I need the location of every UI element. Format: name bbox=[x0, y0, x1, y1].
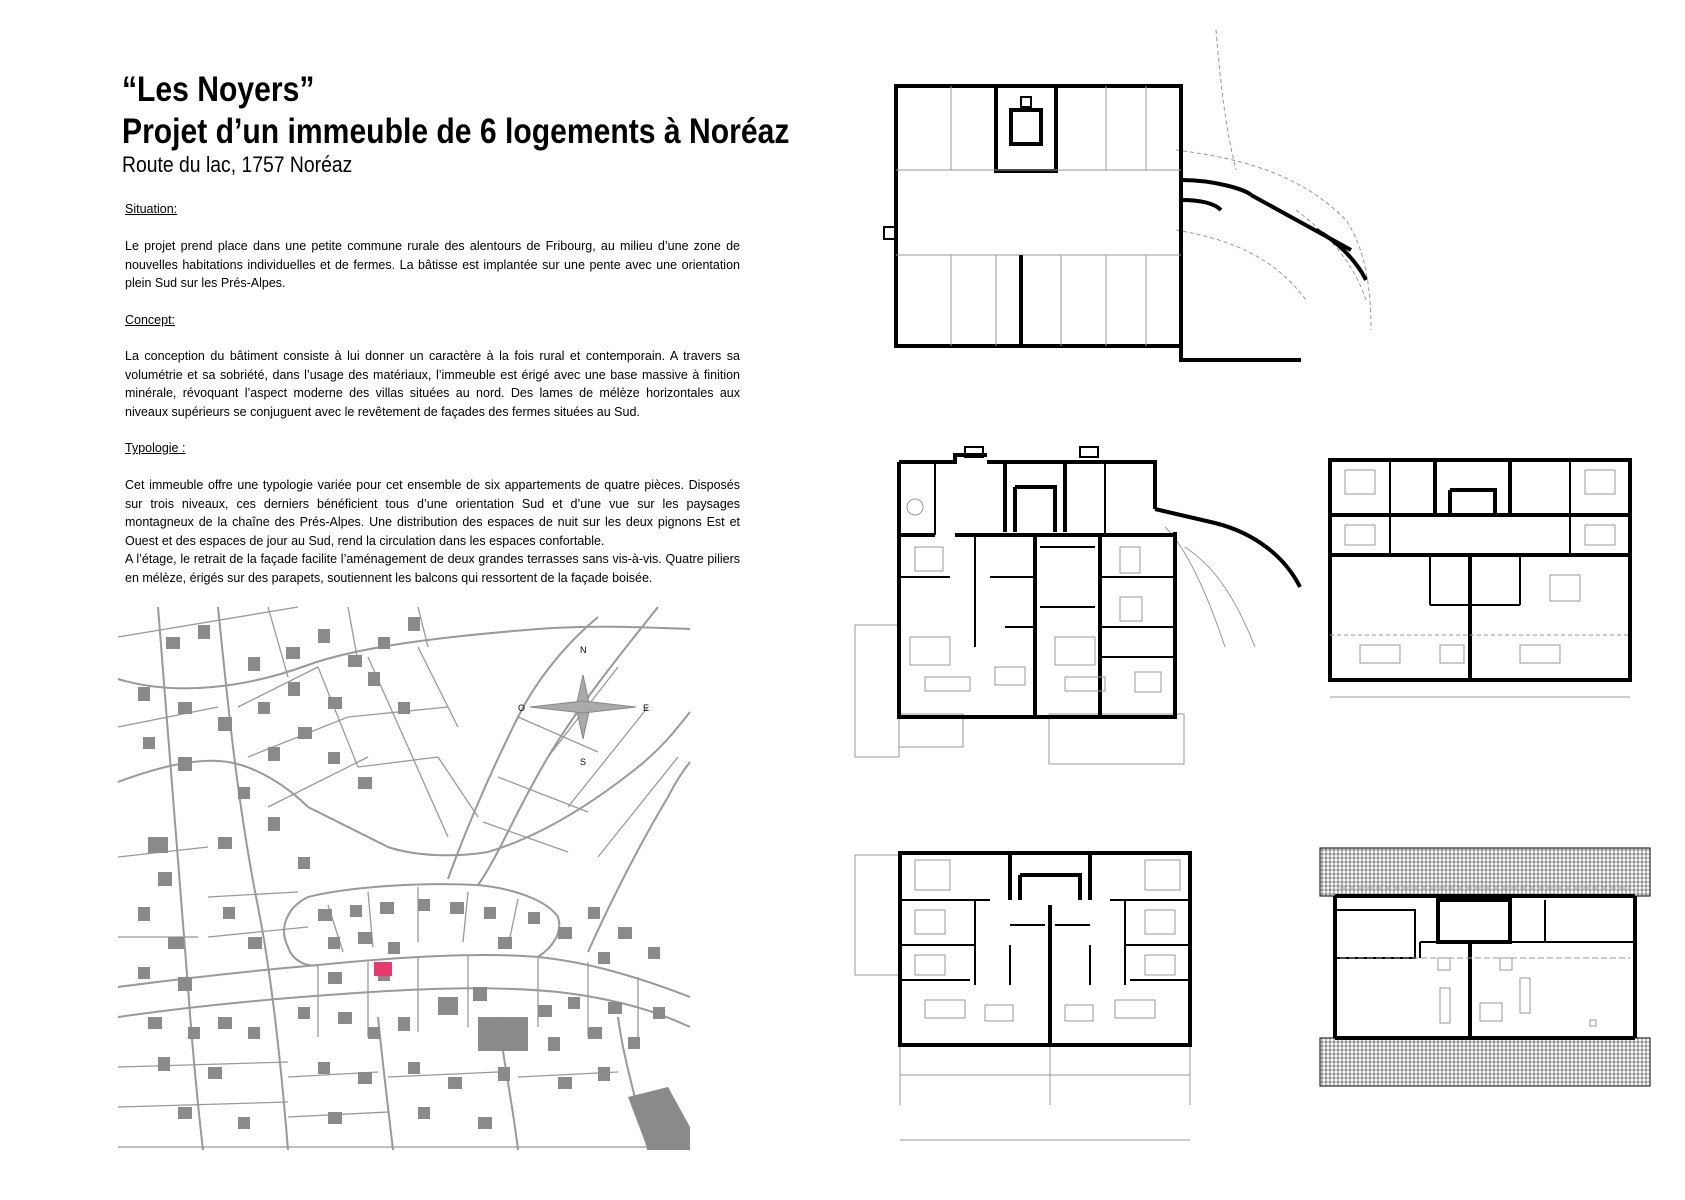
concept-paragraph: La conception du bâtiment consiste à lui donner un caractère à la fois rural et contemporain. A travers sa volumétrie et sa sobriété, dans l’usage des matériaux, l’immeuble est érigé avec une base massive à finition minérale, révoquant l’aspect moderne des villas situées au nord. Des lames de mélèze horizontales aux niveaux supérieurs se conjuguent avec le revêtement de façades des fermes situées au Sud. bbox=[125, 349, 740, 419]
typologie-text bbox=[125, 476, 740, 587]
situation-paragraph: Le projet prend place dans une petite commune rurale des alentours de Fribourg, au milieu d’une zone de nouvelles habitations individuelles et de fermes. La bâtisse est implantée sur une pente avec une orientation plein Sud sur les Prés-Alpes. bbox=[125, 239, 740, 290]
plan-attic bbox=[1320, 848, 1650, 1088]
plan-upper-floor bbox=[1320, 455, 1640, 715]
typologie-heading: Typologie : bbox=[125, 441, 186, 455]
concept-text bbox=[125, 347, 740, 421]
title-line-1: “Les Noyers” bbox=[122, 70, 315, 109]
typologie-paragraph-2: A l’étage, le retrait de la façade facilite l’aménagement de deux grandes terrasses sans vis-à-vis. Quatre piliers en mélèze, érigés sur des parapets, soutiennent les balcons qui ressortent de la façade boisée. bbox=[125, 552, 740, 585]
situation-heading: Situation: bbox=[125, 202, 178, 216]
compass-s-label: S bbox=[580, 757, 587, 767]
plan-ground-floor bbox=[855, 447, 1315, 782]
title-line-2: Projet d’un immeuble de 6 logements à Noréaz bbox=[122, 112, 790, 151]
compass-o-label: O bbox=[518, 703, 526, 713]
compass-n-label: N bbox=[580, 645, 587, 655]
project-site-marker bbox=[374, 962, 392, 976]
typologie-paragraph-1: Cet immeuble offre une typologie variée pour cet ensemble de six appartements de quatre pièces. Disposés sur trois niveaux, ces derniers bénéficient tous d’une orientation Sud et d’une vue sur les paysages montagneux de la chaîne des Prés-Alpes. Une distribution des espaces de nuit sur les deux pignons Est et Ouest et des espaces de jour au Sud, rend la circulation dans les espaces confortable. bbox=[125, 478, 740, 548]
site-map bbox=[118, 607, 690, 1150]
plan-basement bbox=[876, 30, 1381, 375]
plan-first-floor bbox=[855, 845, 1195, 1145]
compass-rose bbox=[518, 645, 649, 767]
concept-heading: Concept: bbox=[125, 313, 176, 327]
subtitle: Route du lac, 1757 Noréaz bbox=[122, 152, 353, 177]
situation-text bbox=[125, 237, 740, 293]
compass-e-label: E bbox=[643, 703, 650, 713]
